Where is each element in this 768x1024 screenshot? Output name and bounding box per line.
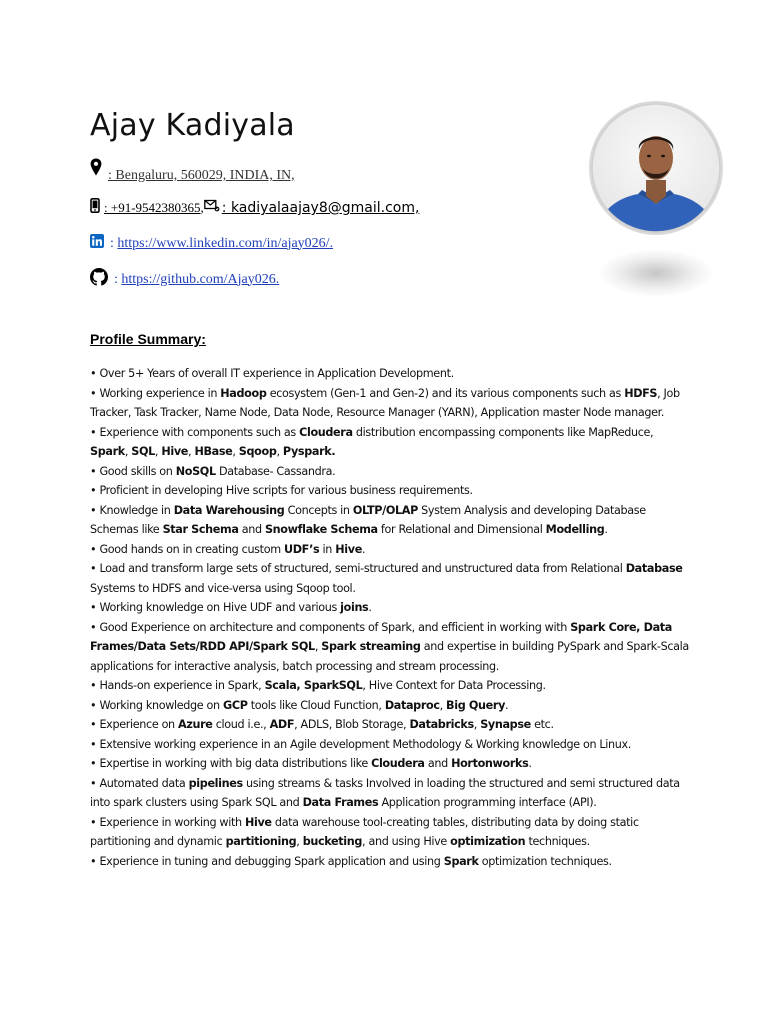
text: , [296,835,303,848]
github-url[interactable]: https://github.com/Ajay026. [121,271,280,287]
text: optimization techniques. [478,854,612,868]
text: Hands-on experience in Spark, [99,679,265,692]
bold-text: Data Warehousing [173,503,285,517]
location-text: : Bengaluru, 560029, INDIA, IN, [108,168,295,183]
text: . [505,698,509,712]
bold-text: UDF’s [283,542,320,556]
bullet: • [90,679,100,692]
bold-text: Data Frames [302,796,379,809]
envelope-icon [204,199,220,217]
text: , [232,445,239,458]
linkedin-prefix: : [110,235,118,251]
profile-summary-list [90,364,690,871]
bold-text: bucketing [302,835,363,848]
list-item [90,618,690,677]
text: tools like Cloud Function, [247,698,385,712]
list-item [90,754,690,774]
linkedin-icon[interactable] [90,234,104,253]
list-item [90,540,690,560]
bullet: • [90,737,100,751]
list-item [90,696,690,716]
bullet: • [90,776,100,790]
bold-text: Cloudera [299,425,353,439]
bold-text: SQL [131,445,155,458]
text: Experience in working with [99,815,245,829]
bold-text: Spark streaming [321,640,421,653]
text: , [188,445,195,458]
bullet: • [90,601,100,614]
text: Over 5+ Years of overall IT experience in Application Development. [99,367,454,380]
text: Good skills on [99,464,176,478]
bold-text: Dataproc [384,698,440,712]
contact-separator: , [200,200,204,215]
bullet: • [90,562,100,575]
text: Expertise in working with big data distributions like [99,757,372,770]
bold-text: Star Schema [162,523,239,536]
bold-text: Hive [244,815,272,829]
bullet: • [90,425,100,439]
email-address[interactable]: : kadiyalaajay8@gmail.com, [221,200,420,216]
bold-text: Spark [90,445,125,458]
text: . [604,523,608,536]
text: Load and transform large sets of structured, semi-structured and unstructured data from Relational [99,562,626,575]
list-item [90,501,690,540]
text: , and using Hive [362,835,451,848]
bold-text: partitioning [225,835,297,848]
location-line [90,154,295,184]
bold-text: Spark Core, Data Frames/Data Sets/RDD API/Spark SQL [90,620,672,653]
bullet: • [90,484,100,497]
text: cloud i.e., [212,718,270,731]
text: Working experience in [99,386,221,400]
bold-text: Hive [161,445,189,458]
text: , [473,718,481,731]
bullet: • [90,854,100,868]
list-item [90,462,690,482]
bullet: • [90,542,100,556]
bold-text: Modelling [545,523,605,536]
bold-text: optimization [450,835,526,848]
profile-summary-heading: Profile Summary: [90,331,206,347]
contact-line [90,198,419,218]
profile-photo [588,100,724,236]
linkedin-line [90,234,333,253]
text: techniques. [525,835,590,848]
list-item [90,735,690,755]
text: , [439,698,447,712]
text: . [528,757,532,770]
bold-text: Azure [178,718,213,731]
text: in [319,542,336,556]
text: for Relational and Dimensional [377,523,546,536]
text: Database- Cassandra. [215,464,336,478]
list-item [90,852,690,872]
github-link[interactable] [114,272,279,288]
text: Systems to HDFS and vice-versa using Sqoop tool. [90,581,356,595]
text: , Job Tracker, Task Tracker, Name Node, Data Node, Resource Manager (YARN), Application master Node manager. [90,386,680,419]
bullet: • [90,367,100,380]
bold-text: Pyspark. [282,445,336,458]
text: . [368,601,372,614]
map-pin-icon [90,158,102,181]
text: ecosystem (Gen-1 and Gen-2) and its various components such as [266,386,625,400]
bullet: • [90,718,100,731]
text: Experience on [99,718,179,731]
list-item [90,364,690,384]
bold-text: Snowflake Schema [264,523,378,536]
bullet: • [90,815,100,829]
bullet: • [90,698,100,712]
bullet: • [90,620,100,634]
bold-text: Synapse [480,718,531,731]
bold-text: Spark [443,854,479,868]
bullet: • [90,503,100,517]
linkedin-url[interactable]: https://www.linkedin.com/in/ajay026/. [117,235,334,251]
text: Experience in tuning and debugging Spark application and using [99,854,444,868]
text: and expertise in building PySpark and Spark-Scala applications for interactive analysis, batch processing and stream processing. [90,640,689,673]
text: Good hands on in creating custom [99,542,284,556]
text: , [124,445,132,458]
list-item [90,481,690,501]
text: Working knowledge on Hive UDF and various [99,601,341,614]
mobile-phone-icon [90,198,100,218]
bold-text: NoSQL [175,464,216,478]
bold-text: Cloudera [371,757,425,770]
list-item [90,715,690,735]
list-item [90,559,690,598]
bullet: • [90,464,100,478]
bold-text: Sqoop [238,445,277,458]
github-icon[interactable] [90,268,108,291]
candidate-name: Ajay Kadiyala [90,108,295,143]
list-item [90,813,690,852]
bold-text: pipelines [188,776,243,790]
text: Extensive working experience in an Agile development Methodology & Working knowledge on Linux. [99,737,632,751]
photo-shadow [600,250,712,296]
list-item [90,384,690,423]
text: Knowledge in [99,503,174,517]
list-item [90,423,690,462]
bold-text: HBase [194,445,233,458]
text: Application programming interface (API). [378,796,597,809]
bold-text: Hadoop [220,386,267,400]
github-prefix: : [114,271,122,287]
linkedin-link[interactable] [110,236,333,252]
text: distribution encompassing components like MapReduce, [352,425,654,439]
bold-text: GCP [223,698,248,712]
text: etc. [530,718,554,731]
text: Concepts in [284,503,353,517]
bullet: • [90,757,100,770]
bullet: • [90,386,100,400]
bold-text: joins [340,601,369,614]
github-line [90,268,279,291]
bold-text: Scala, SparkSQL [264,679,363,692]
text: System Analysis and developing Database Schemas like [90,503,646,536]
text: , [314,640,322,653]
phone-number[interactable]: : +91-9542380365 [104,200,201,215]
text: , Hive Context for Data Processing. [362,679,546,692]
list-item [90,676,690,696]
text: Experience with components such as [99,425,300,439]
text: . [361,542,366,556]
bold-text: Databricks [409,718,474,731]
bold-text: Hortonworks [451,757,529,770]
bold-text: HDFS [624,386,658,400]
text: Good Experience on architecture and components of Spark, and efficient in working with [99,620,571,634]
text: Proficient in developing Hive scripts for various business requirements. [99,484,473,497]
list-item [90,598,690,618]
list-item [90,774,690,813]
bold-text: OLTP/OLAP [352,503,418,517]
text: Working knowledge on [99,698,223,712]
bold-text: ADF [269,718,295,731]
text: and [238,523,265,536]
bold-text: Database [625,562,683,575]
text: data warehouse tool-creating tables, distributing data by doing static partitioning and dynamic [90,815,639,848]
bold-text: Big Query [446,698,506,712]
text: , ADLS, Blob Storage, [294,718,410,731]
bold-text: Hive [335,542,362,556]
text: Automated data [99,776,189,790]
text: using streams & tasks Involved in loading the structured and semi structured data into spark clusters using Spark SQL and [90,776,680,809]
text: , [154,445,162,458]
text: and [424,757,452,770]
text: , [276,445,283,458]
